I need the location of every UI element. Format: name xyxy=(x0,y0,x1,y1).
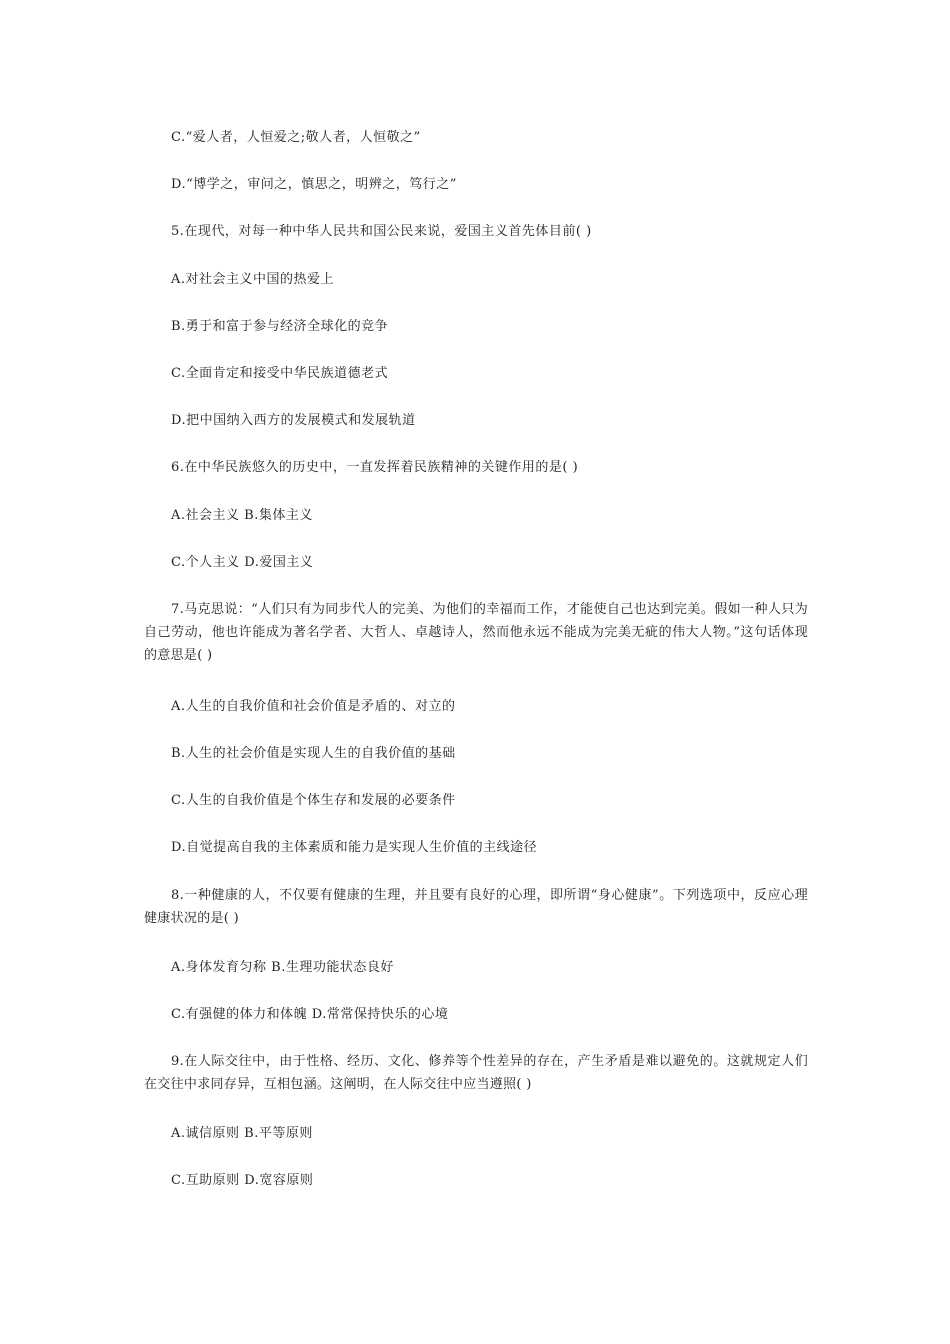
options-cd-q6: C.个人主义 D.爱国主义 xyxy=(171,555,314,570)
option-c-q4: C.“爱人者，人恒爱之;敬人者，人恒敬之” xyxy=(171,130,421,145)
question-6: 6.在中华民族悠久的历史中，一直发挥着民族精神的关键作用的是( ) xyxy=(171,460,579,475)
options-ab-q8: A.身体发育匀称 B.生理功能状态良好 xyxy=(171,960,394,975)
option-d-q7: D.自觉提高自我的主体素质和能力是实现人生价值的主线途径 xyxy=(171,840,538,855)
option-c-q7: C.人生的自我价值是个体生存和发展的必要条件 xyxy=(171,793,456,808)
question-7: 7.马克思说：“人们只有为同步代人的完美、为他们的幸福而工作，才能使自己也达到完美。假如一种人只为自己劳动，他也许能成为著名学者、大哲人、卓越诗人，然而他永远不能成为完美无疵的伟大人物。”这句话体现的意思是( ) xyxy=(144,602,808,663)
options-ab-q6: A.社会主义 B.集体主义 xyxy=(171,508,313,523)
options-ab-q9: A.诚信原则 B.平等原则 xyxy=(171,1126,313,1141)
option-c-q5: C.全面肯定和接受中华民族道德老式 xyxy=(171,366,389,381)
question-9: 9.在人际交往中，由于性格、经历、文化、修养等个性差异的存在，产生矛盾是难以避免的。这就规定人们在交往中求同存异，互相包涵。这阐明，在人际交往中应当遵照( ) xyxy=(144,1054,808,1092)
option-b-q7: B.人生的社会价值是实现人生的自我价值的基础 xyxy=(171,746,456,761)
option-a-q5: A.对社会主义中国的热爱上 xyxy=(171,272,335,287)
options-cd-q8: C.有强健的体力和体魄 D.常常保持快乐的心境 xyxy=(171,1007,449,1022)
question-5: 5.在现代，对每一种中华人民共和国公民来说，爱国主义首先体目前( ) xyxy=(171,224,592,239)
option-b-q5: B.勇于和富于参与经济全球化的竞争 xyxy=(171,319,389,334)
option-d-q5: D.把中国纳入西方的发展模式和发展轨道 xyxy=(171,413,416,428)
option-d-q4: D.“博学之，审问之，慎思之，明辨之，笃行之” xyxy=(171,177,457,192)
option-a-q7: A.人生的自我价值和社会价值是矛盾的、对立的 xyxy=(171,699,456,714)
question-8: 8.一种健康的人，不仅要有健康的生理，并且要有良好的心理，即所谓“身心健康”。下列选项中，反应心理健康状况的是( ) xyxy=(144,888,808,926)
options-cd-q9: C.互助原则 D.宽容原则 xyxy=(171,1173,314,1188)
